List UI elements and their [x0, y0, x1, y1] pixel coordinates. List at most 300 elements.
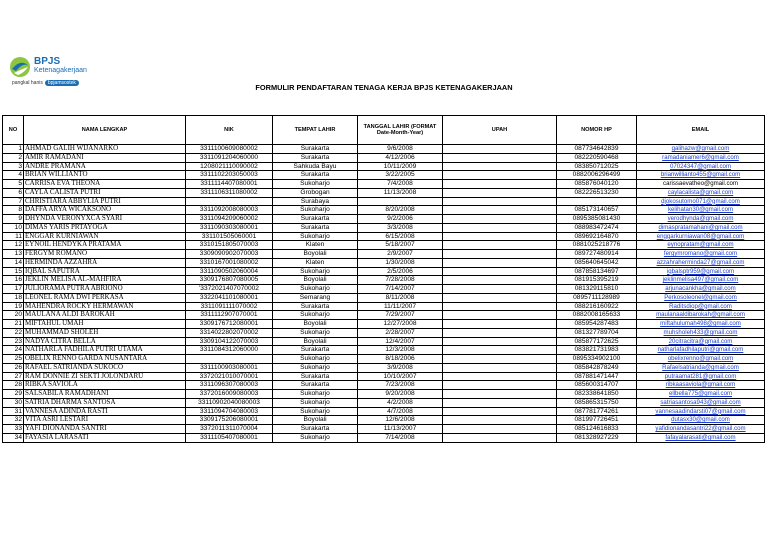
header-no: NO: [3, 116, 24, 145]
cell-upah: [443, 328, 557, 337]
cell-nik: 3372016009080003: [186, 390, 273, 399]
cell-nama: VITA ASRI LESTARI: [24, 416, 186, 425]
cell-tanggal-lahir: 7/28/2008: [358, 276, 443, 285]
cell-nomor-hp: 082220590468: [557, 153, 637, 162]
table-row: [3, 162, 765, 171]
cell-email[interactable]: muhsholeh433@gmail.com: [637, 328, 765, 337]
cell-tanggal-lahir: 2/28/2007: [358, 328, 443, 337]
cell-nik: 3309104122070003: [186, 337, 273, 346]
table-row: [3, 416, 765, 425]
cell-email[interactable]: ellbella775@gmail.com: [637, 390, 765, 399]
cell-tempat-lahir: Surakarta: [273, 145, 358, 154]
cell-no: 13: [3, 250, 24, 259]
cell-nomor-hp: 085124616833: [557, 425, 637, 434]
cell-tempat-lahir: Sukoharjo: [273, 267, 358, 276]
table-row: [3, 293, 765, 302]
cell-email[interactable]: enggarkurniawan08@gmail.com: [637, 232, 765, 241]
cell-email[interactable]: dimaspratamahani@gmail.com: [637, 223, 765, 232]
cell-nama: FERGYM ROMANO: [24, 250, 186, 259]
cell-upah: [443, 433, 557, 442]
cell-no: 21: [3, 320, 24, 329]
cell-nama: CARRISA EVA THEONA: [24, 180, 186, 189]
cell-email[interactable]: miftahulumah498@gmail.com: [637, 320, 765, 329]
cell-upah: [443, 390, 557, 399]
cell-upah: [443, 180, 557, 189]
cell-email[interactable]: brianwillianto455@gmail.com: [637, 171, 765, 180]
cell-tempat-lahir: Boyolali: [273, 320, 358, 329]
cell-nama: CAYLA CALISTA PUTRI: [24, 188, 186, 197]
table-body: [3, 145, 765, 443]
registration-table: [2, 115, 765, 443]
cell-no: 33: [3, 425, 24, 434]
cell-no: 1: [3, 145, 24, 154]
cell-nik: [186, 355, 273, 364]
table-row: [3, 363, 765, 372]
cell-upah: [443, 425, 557, 434]
cell-upah: [443, 346, 557, 355]
cell-nomor-hp: 0895711128989: [557, 293, 637, 302]
cell-tanggal-lahir: [358, 197, 443, 206]
cell-nama: MUHAMMAD SHOLEH: [24, 328, 186, 337]
cell-nik: 3372021010070001: [186, 372, 273, 381]
cell-email[interactable]: ramadaniamer6@gmail.com: [637, 153, 765, 162]
cell-tempat-lahir: Boyolali: [273, 250, 358, 259]
cell-nomor-hp: 085876040120: [557, 180, 637, 189]
table-row: [3, 153, 765, 162]
table-row: [3, 433, 765, 442]
cell-email[interactable]: azzahraherminda27@gmail.com: [637, 258, 765, 267]
cell-tempat-lahir: Surakarta: [273, 381, 358, 390]
cell-nomor-hp: 083850712025: [557, 162, 637, 171]
cell-nomor-hp: 085877172625: [557, 337, 637, 346]
cell-nomor-hp: 0881025218776: [557, 241, 637, 250]
cell-nik: 3311106311080002: [186, 188, 273, 197]
cell-email[interactable]: yafidionandasantri22@gmail.com: [637, 425, 765, 434]
cell-tanggal-lahir: 7/14/2007: [358, 285, 443, 294]
cell-tanggal-lahir: 10/11/2009: [358, 162, 443, 171]
cell-nomor-hp: 081329115810: [557, 285, 637, 294]
cell-tanggal-lahir: 2/9/2007: [358, 250, 443, 259]
cell-nama: MAULANA ALDI BAROKAH: [24, 311, 186, 320]
table-row: [3, 250, 765, 259]
cell-nik: 3311090303080001: [186, 223, 273, 232]
cell-tanggal-lahir: 4/2/2008: [358, 398, 443, 407]
form-title: FORMULIR PENDAFTARAN TENAGA KERJA BPJS KETENAGAKERJAAN: [255, 83, 513, 92]
cell-no: 27: [3, 372, 24, 381]
cell-tempat-lahir: Surakarta: [273, 372, 358, 381]
cell-nama: AHMAD GALIH WIJANARKO: [24, 145, 186, 154]
cell-upah: [443, 320, 557, 329]
table-header: [3, 116, 765, 145]
cell-upah: [443, 250, 557, 259]
cell-tempat-lahir: Surakarta: [273, 153, 358, 162]
cell-tempat-lahir: Boyolali: [273, 416, 358, 425]
cell-upah: [443, 381, 557, 390]
cell-no: 3: [3, 162, 24, 171]
table-row: [3, 390, 765, 399]
cell-nomor-hp: 081915395219: [557, 276, 637, 285]
cell-email[interactable]: fergymromano@gmail.com: [637, 250, 765, 259]
cell-no: 26: [3, 363, 24, 372]
cell-nomor-hp: [557, 197, 637, 206]
table-row: [3, 372, 765, 381]
cell-tanggal-lahir: 11/11/2007: [358, 302, 443, 311]
cell-nik: 3310151805070003: [186, 241, 273, 250]
cell-nama: RAFAEL SATRIANDA SUKOCO: [24, 363, 186, 372]
cell-tanggal-lahir: 7/4/2008: [358, 180, 443, 189]
cell-tempat-lahir: Sukoharjo: [273, 328, 358, 337]
cell-no: 15: [3, 267, 24, 276]
logo-pill-text: bpjamsostek: [45, 80, 79, 86]
cell-nomor-hp: 0895385081430: [557, 215, 637, 224]
cell-nama: YAFI DIONANDA SANTRI: [24, 425, 186, 434]
cell-no: 23: [3, 337, 24, 346]
cell-upah: [443, 215, 557, 224]
cell-nomor-hp: 081328927229: [557, 433, 637, 442]
cell-nama: ANDRE PRAMANA: [24, 162, 186, 171]
cell-tempat-lahir: Sukoharjo: [273, 180, 358, 189]
cell-upah: [443, 188, 557, 197]
cell-nama: DAFFA ARYA WICAKSONO: [24, 206, 186, 215]
cell-nik: 3309090902070003: [186, 250, 273, 259]
table-row: [3, 346, 765, 355]
cell-tempat-lahir: Klaten: [273, 258, 358, 267]
table-row: [3, 302, 765, 311]
table-row: [3, 425, 765, 434]
cell-no: 10: [3, 223, 24, 232]
cell-nomor-hp: 087858134697: [557, 267, 637, 276]
table-row: [3, 180, 765, 189]
cell-email[interactable]: 07024347@gmail.com: [637, 162, 765, 171]
cell-nomor-hp: 081327789704: [557, 328, 637, 337]
cell-nama: DIMAS YARIS PRTAYOGA: [24, 223, 186, 232]
cell-email[interactable]: arjunacankha@gmail.com: [637, 285, 765, 294]
cell-nik: 3322041101080001: [186, 293, 273, 302]
logo-tagline-text: pangkal hanis: [12, 80, 43, 86]
cell-no: 32: [3, 416, 24, 425]
cell-no: 28: [3, 381, 24, 390]
cell-tempat-lahir: Boyolali: [273, 337, 358, 346]
cell-tanggal-lahir: 9/20/2008: [358, 390, 443, 399]
cell-tanggal-lahir: 4/12/2006: [358, 153, 443, 162]
cell-nomor-hp: 085865315750: [557, 398, 637, 407]
cell-nama: BRIAN WILLIANTO: [24, 171, 186, 180]
cell-nik: 3309175206080001: [186, 416, 273, 425]
cell-email: carissaevatheo@gmail.com: [637, 180, 765, 189]
cell-nik: 1208021110090002: [186, 162, 273, 171]
table-row: [3, 241, 765, 250]
table-row: [3, 171, 765, 180]
cell-upah: [443, 197, 557, 206]
cell-tempat-lahir: Boyolali: [273, 276, 358, 285]
cell-no: 16: [3, 276, 24, 285]
cell-no: 22: [3, 328, 24, 337]
cell-tempat-lahir: Sukoharjo: [273, 363, 358, 372]
cell-email[interactable]: obelixrenno@gmail.com: [637, 355, 765, 364]
cell-tanggal-lahir: 7/23/2008: [358, 381, 443, 390]
cell-email[interactable]: verodhynda@gmail.com: [637, 215, 765, 224]
cell-upah: [443, 241, 557, 250]
cell-email[interactable]: caylacalista@gmail.com: [637, 188, 765, 197]
cell-nik: 3311094704080003: [186, 407, 273, 416]
cell-nik: 3309176712080001: [186, 320, 273, 329]
cell-tempat-lahir: Sukoharjo: [273, 311, 358, 320]
header-email: EMAIL: [637, 116, 765, 145]
cell-upah: [443, 267, 557, 276]
cell-nama: IQBAL SAPUTRA: [24, 267, 186, 276]
cell-tanggal-lahir: 3/3/2008: [358, 223, 443, 232]
cell-tanggal-lahir: 9/2/2006: [358, 215, 443, 224]
cell-tempat-lahir: Sukoharjo: [273, 390, 358, 399]
cell-upah: [443, 363, 557, 372]
cell-email[interactable]: vannesaadindarsti07@gmail.com: [637, 407, 765, 416]
cell-upah: [443, 407, 557, 416]
cell-nama: JEKLIN MELISA AL-MAHFIRA: [24, 276, 186, 285]
cell-email[interactable]: djokosutomo071@gmail.com: [637, 197, 765, 206]
cell-tempat-lahir: Surakarta: [273, 302, 358, 311]
cell-email[interactable]: eynopratam@gmail.com: [637, 241, 765, 250]
cell-upah: [443, 337, 557, 346]
cell-no: 6: [3, 188, 24, 197]
cell-nik: 3311084312060000: [186, 346, 273, 355]
cell-no: 30: [3, 398, 24, 407]
table-row: [3, 197, 765, 206]
cell-nomor-hp: 085600314707: [557, 381, 637, 390]
table-row: [3, 328, 765, 337]
cell-nik: '3372021407070002: [186, 285, 273, 294]
cell-nomor-hp: 085842878249: [557, 363, 637, 372]
cell-no: 8: [3, 206, 24, 215]
cell-nomor-hp: 085173140657: [557, 206, 637, 215]
cell-upah: [443, 293, 557, 302]
cell-tempat-lahir: Sukoharjo: [273, 206, 358, 215]
cell-nama: JULIORAMA PUTRA ABRIONO: [24, 285, 186, 294]
cell-nomor-hp: 088983472474: [557, 223, 637, 232]
cell-nomor-hp: 087781774261: [557, 407, 637, 416]
cell-no: 24: [3, 346, 24, 355]
cell-email[interactable]: Perkosoleonel@gmail.com: [637, 293, 765, 302]
cell-no: 4: [3, 171, 24, 180]
cell-tanggal-lahir: 8/20/2008: [358, 206, 443, 215]
cell-nik: 3372011311070004: [186, 425, 273, 434]
cell-nama: AMIR RAMADANI: [24, 153, 186, 162]
cell-upah: [443, 162, 557, 171]
cell-email[interactable]: dutasx30@gmail.com: [637, 416, 765, 425]
cell-tempat-lahir: Sukoharjo: [273, 433, 358, 442]
header-tanggal-lahir: TANGGAL LAHIR (FORMAT Date-Month-Year): [358, 116, 443, 145]
cell-tanggal-lahir: 3/9/2008: [358, 363, 443, 372]
cell-upah: [443, 285, 557, 294]
cell-nik: 3309176807080005: [186, 276, 273, 285]
cell-tanggal-lahir: 12/3/2008: [358, 346, 443, 355]
cell-no: 14: [3, 258, 24, 267]
cell-nama: EYNOIL HENDYKA PRATAMA: [24, 241, 186, 250]
cell-tanggal-lahir: 9/6/2008: [358, 145, 443, 154]
cell-nomor-hp: 081997726451: [557, 416, 637, 425]
cell-nik: 3311112907070001: [186, 311, 273, 320]
cell-nik: 3311105407080001: [186, 433, 273, 442]
cell-nama: MIFTAHUL UMAH: [24, 320, 186, 329]
cell-nik: 3311091111070002: [186, 302, 273, 311]
cell-tempat-lahir: Sukoharjo: [273, 407, 358, 416]
cell-upah: [443, 171, 557, 180]
cell-email[interactable]: jeklinmelisa497@gmail.com: [637, 276, 765, 285]
cell-email[interactable]: maulanaaldibarokah@gmail.com: [637, 311, 765, 320]
cell-no: 11: [3, 232, 24, 241]
cell-nik: [186, 197, 273, 206]
cell-nomor-hp: 085640645042: [557, 258, 637, 267]
cell-nomor-hp: 087734642839: [557, 145, 637, 154]
cell-upah: [443, 258, 557, 267]
table-row: [3, 285, 765, 294]
cell-upah: [443, 206, 557, 215]
cell-no: 25: [3, 355, 24, 364]
table-row: [3, 320, 765, 329]
header-nama: NAMA LENGKAP: [24, 116, 186, 145]
cell-email[interactable]: kelihatan30@gmail.com: [637, 206, 765, 215]
cell-tempat-lahir: Sukoharjo: [273, 355, 358, 364]
cell-nama: FAYASIA LARASATI: [24, 433, 186, 442]
cell-no: 34: [3, 433, 24, 442]
cell-nomor-hp: 0882008165633: [557, 311, 637, 320]
cell-no: 20: [3, 311, 24, 320]
cell-nomor-hp: 082226513230: [557, 188, 637, 197]
cell-email[interactable]: iqbalsptr959@gmail.com: [637, 267, 765, 276]
logo-brand-text: BPJS: [34, 56, 61, 67]
table-row: [3, 223, 765, 232]
cell-email[interactable]: 20citracitra@gmail.com: [637, 337, 765, 346]
cell-no: 9: [3, 215, 24, 224]
cell-nomor-hp: 088216160922: [557, 302, 637, 311]
cell-nik: 331101505060001: [186, 232, 273, 241]
cell-tempat-lahir: Surakarta: [273, 215, 358, 224]
cell-nomor-hp: 083821731983: [557, 346, 637, 355]
table-row: [3, 267, 765, 276]
table-row: [3, 337, 765, 346]
cell-upah: [443, 302, 557, 311]
cell-tanggal-lahir: 4/7/2008: [358, 407, 443, 416]
cell-tempat-lahir: Surabaya: [273, 197, 358, 206]
cell-tempat-lahir: Surakarta: [273, 346, 358, 355]
cell-tempat-lahir: Sukoharjo: [273, 285, 358, 294]
cell-tempat-lahir: Surakarta: [273, 171, 358, 180]
cell-nik: 3311102203050003: [186, 171, 273, 180]
table-row: [3, 398, 765, 407]
header-upah: UPAH: [443, 116, 557, 145]
cell-nik: 3311091204060000: [186, 153, 273, 162]
cell-tempat-lahir: Surakarta: [273, 223, 358, 232]
cell-upah: [443, 372, 557, 381]
cell-no: 31: [3, 407, 24, 416]
cell-email[interactable]: ribkaasaviola@gmail.com: [637, 381, 765, 390]
cell-tanggal-lahir: 10/10/2007: [358, 372, 443, 381]
cell-nama: RAM DONNIE ZI SEKTI JOLONDARU: [24, 372, 186, 381]
cell-nama: RIBKA SAVIOLA: [24, 381, 186, 390]
cell-nomor-hp: 089692164870: [557, 232, 637, 241]
cell-tanggal-lahir: 12/6/2008: [358, 416, 443, 425]
cell-no: 12: [3, 241, 24, 250]
cell-tempat-lahir: Semarang: [273, 293, 358, 302]
cell-email[interactable]: natharlafadhilaputri@gmail.com: [637, 346, 765, 355]
cell-email[interactable]: Rafaelsatrianda@gmail.com: [637, 363, 765, 372]
cell-no: 18: [3, 293, 24, 302]
cell-nama: SALSABILA RAMADHANI: [24, 390, 186, 399]
cell-email[interactable]: fafayalarasati@gmail.com: [637, 433, 765, 442]
cell-tanggal-lahir: 8/11/2008: [358, 293, 443, 302]
cell-upah: [443, 153, 557, 162]
table-row: [3, 407, 765, 416]
cell-tanggal-lahir: 11/13/2007: [358, 425, 443, 434]
table-row: [3, 355, 765, 364]
cell-tempat-lahir: Grobogan: [273, 188, 358, 197]
cell-no: 19: [3, 302, 24, 311]
cell-tanggal-lahir: 7/29/2007: [358, 311, 443, 320]
cell-nama: MAHENDRA ROCKY HERMAWAN: [24, 302, 186, 311]
cell-no: 29: [3, 390, 24, 399]
cell-nik: 3314022802070002: [186, 328, 273, 337]
cell-nomor-hp: 087881471447: [557, 372, 637, 381]
cell-upah: [443, 416, 557, 425]
cell-tempat-lahir: Surakarta: [273, 425, 358, 434]
table-row: [3, 276, 765, 285]
cell-nama: SATRIA DHARMA SANTOSA: [24, 398, 186, 407]
cell-tanggal-lahir: 2/5/2006: [358, 267, 443, 276]
cell-tanggal-lahir: 5/18/2007: [358, 241, 443, 250]
cell-nik: 3311100903080001: [186, 363, 273, 372]
cell-upah: [443, 145, 557, 154]
cell-email[interactable]: satriasantosa943@gmail.com: [637, 398, 765, 407]
cell-tanggal-lahir: 1/30/2008: [358, 258, 443, 267]
header-tempat-lahir: TEMPAT LAHIR: [273, 116, 358, 145]
cell-nik: 3311096307080003: [186, 381, 273, 390]
header-nomor-hp: NOMOR HP: [557, 116, 637, 145]
cell-tempat-lahir: Klaten: [273, 241, 358, 250]
cell-tanggal-lahir: 12/4/2007: [358, 337, 443, 346]
table-row: [3, 206, 765, 215]
table-row: [3, 188, 765, 197]
cell-nik: 33110902040080003: [186, 398, 273, 407]
cell-nama: NADYA CITRA BELLA: [24, 337, 186, 346]
cell-nama: NATHARLA FADHILA PUTRI UTAMA: [24, 346, 186, 355]
table-row: [3, 311, 765, 320]
cell-email[interactable]: galihazw@gmail.com: [637, 145, 765, 154]
cell-nik: 3311114407080001: [186, 180, 273, 189]
cell-nik: 3311092008080003: [186, 206, 273, 215]
table-row: [3, 215, 765, 224]
cell-nomor-hp: 0895334902100: [557, 355, 637, 364]
cell-nik: 3311090502060004: [186, 267, 273, 276]
cell-tanggal-lahir: 11/13/2008: [358, 188, 443, 197]
cell-tempat-lahir: Sukoharjo: [273, 232, 358, 241]
cell-nama: LEONEL RAMA DWI PERKASA: [24, 293, 186, 302]
cell-nama: ENGGAR KURNIAWAN: [24, 232, 186, 241]
cell-nik: 3310167001080002: [186, 258, 273, 267]
cell-email[interactable]: Raditsdiop@gmail.com: [637, 302, 765, 311]
cell-nama: OBELIX RENNO GARDA NUSANTARA: [24, 355, 186, 364]
table-row: [3, 145, 765, 154]
cell-nama: CHRISTIARA ABBYLIA PUTRI: [24, 197, 186, 206]
table-row: [3, 232, 765, 241]
cell-tanggal-lahir: 8/18/2006: [358, 355, 443, 364]
cell-nomor-hp: 0882006296499: [557, 171, 637, 180]
cell-tempat-lahir: Sahkuda Bayu: [273, 162, 358, 171]
header-row: [3, 116, 765, 145]
cell-tanggal-lahir: 6/15/2008: [358, 232, 443, 241]
cell-tanggal-lahir: 12/27/2008: [358, 320, 443, 329]
cell-email[interactable]: putraamat281@gmail.com: [637, 372, 765, 381]
table-row: [3, 258, 765, 267]
cell-no: 17: [3, 285, 24, 294]
